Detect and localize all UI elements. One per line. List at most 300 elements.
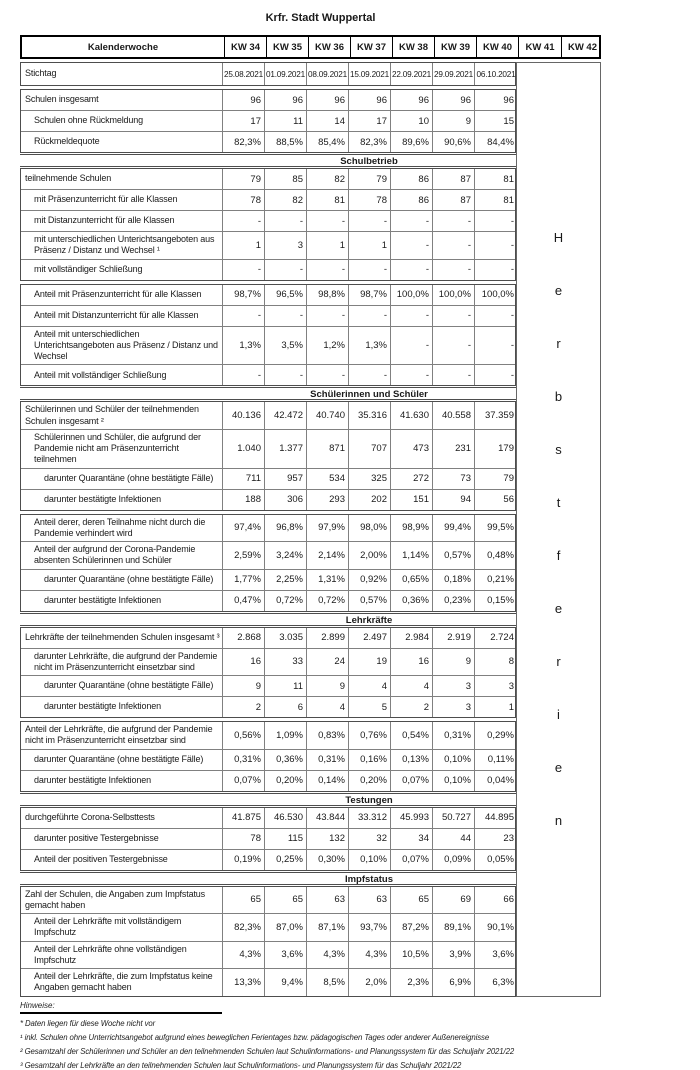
value-cell: 1.040 [223,430,265,468]
value-cell: 202 [349,490,391,510]
table-block-impfstatus [20,886,516,997]
value-cell: - [223,260,265,280]
value-cell: 2.919 [433,628,475,648]
table-row [21,489,515,510]
value-cell: 82,3% [349,132,391,152]
value-cell: 34 [391,829,433,849]
value-cell: 9 [307,676,349,696]
value-cell: 115 [265,829,307,849]
value-cell: 44.895 [484,812,514,823]
value-cell: 9,4% [265,969,307,996]
footnote-item: ³ Gesamtzahl der Lehrkräfte an den teilnehmenden Schulen laut Schulinformations- und Planungssystem für das Schuljahr 2021/22 [20,1060,462,1070]
value-cell: 13,3% [223,969,265,996]
row-label: Schülerinnen und Schüler der teilnehmenden Schulen insgesamt ² [21,402,223,429]
value-cell: 9 [223,676,265,696]
value-cell: 0,05% [487,854,514,865]
table-block-lehrkraefte-zahlen [20,627,516,719]
value-cell: - [391,306,433,326]
value-cell: 4 [307,697,349,717]
value-cell: 0,47% [223,591,265,611]
value-cell: 0,20% [349,771,391,791]
value-cell: 0,11% [487,754,514,765]
value-cell: 89,1% [433,914,475,941]
week-header-cell: KW 40 [476,37,518,57]
table-row [21,675,515,696]
value-cell: 44 [433,829,475,849]
table-row [21,259,515,280]
value-cell: 0,16% [349,750,391,770]
table-row [21,515,515,542]
value-cell: 6 [265,697,307,717]
table-block-schueler-anteile [20,514,516,612]
value-cell: 56 [503,494,514,505]
value-cell: - [223,211,265,231]
value-cell: 0,20% [265,771,307,791]
value-cell: 89,6% [391,132,433,152]
row-label: Schulen ohne Rückmeldung [21,111,223,131]
table-row [21,569,515,590]
value-cell: 16 [391,649,433,676]
value-cell: 0,07% [391,771,433,791]
value-cell: 08.09.2021 [307,63,349,85]
row-label: Anteil derer, deren Teilnahme nicht durch die Pandemie verhindert wird [21,515,223,542]
holiday-letter: e [554,283,563,299]
row-label: mit Präsenzunterricht für alle Klassen [21,190,223,210]
week-header-cell: KW 37 [350,37,392,57]
value-cell: 23 [503,833,514,844]
value-cell: 42.472 [265,402,307,429]
value-cell: 188 [223,490,265,510]
holiday-letter: e [554,601,563,617]
value-cell: 96,5% [265,285,307,305]
value-cell: 79 [503,473,514,484]
row-label: darunter Quarantäne (ohne bestätigte Fälle) [21,676,223,696]
value-cell: - [349,306,391,326]
value-cell: 4,3% [223,942,265,969]
value-cell: 1 [508,701,514,713]
value-cell: 01.09.2021 [265,63,307,85]
value-cell: 99,5% [487,522,514,534]
table-body [20,62,601,997]
value-cell: 0,65% [391,570,433,590]
row-label: Anteil der Lehrkräfte mit vollständigem Impfschutz [21,914,223,941]
value-cell: - [223,306,265,326]
value-cell: 8 [508,656,514,668]
value-cell: 0,10% [433,771,475,791]
value-cell: - [265,260,307,280]
value-cell: 98,0% [349,515,391,542]
row-label: darunter Quarantäne (ohne bestätigte Fälle) [21,570,223,590]
value-cell: - [433,306,475,326]
value-cell: 179 [498,443,514,455]
value-cell: 86 [391,190,433,210]
value-cell: 0,57% [349,591,391,611]
value-cell: 9 [433,111,475,131]
row-label: darunter bestätigte Infektionen [21,697,223,717]
value-cell: 3 [265,232,307,259]
table-block-lehrkraefte-anteile [20,721,516,792]
week-header-cell: KW 42 [561,37,603,57]
value-cell: 0,25% [265,850,307,870]
value-cell: 100,0% [391,285,433,305]
value-cell: 33 [265,649,307,676]
value-cell: 96 [349,90,391,110]
table-row [21,468,515,489]
value-cell: - [307,260,349,280]
value-cell: 16 [223,649,265,676]
value-cell: 0,09% [433,850,475,870]
value-cell: 32 [349,829,391,849]
value-cell: 1,3% [349,327,391,365]
value-cell: 325 [349,469,391,489]
table-block-stichtag [20,62,516,86]
value-cell: 2 [223,697,265,717]
value-cell: 98,7% [223,285,265,305]
value-cell: 78 [223,190,265,210]
value-cell: - [391,232,433,259]
week-header-cell: KW 38 [392,37,434,57]
value-cell: 81 [503,194,514,206]
value-cell: - [223,365,265,385]
row-label: darunter bestätigte Infektionen [21,771,223,791]
value-cell: - [510,264,514,275]
footnote-list [20,1019,680,1070]
value-cell: 84,4% [487,136,514,148]
row-label: Anteil der Lehrkräfte ohne vollständigen Impfschutz [21,942,223,969]
table-row [21,231,515,259]
value-cell: 90,6% [433,132,475,152]
value-cell: 0,72% [265,591,307,611]
row-label: Anteil der Lehrkräfte, die zum Impfstatus keine Angaben gemacht haben [21,969,223,996]
value-cell: 10,5% [391,942,433,969]
value-cell: - [265,365,307,385]
value-cell: 82,3% [223,132,265,152]
value-cell: 3.035 [265,628,307,648]
value-cell: 2,3% [391,969,433,996]
value-cell: 99,4% [433,515,475,542]
value-cell: 40.558 [433,402,475,429]
value-cell: 100,0% [433,285,475,305]
value-cell: 3,5% [265,327,307,365]
week-header-cell: KW 34 [224,37,266,57]
table-row [21,770,515,791]
row-label: teilnehmende Schulen [21,169,223,189]
table-row [21,169,515,189]
value-cell: 0,29% [487,729,514,741]
value-cell: 15 [503,115,514,127]
section-band: Testungen [20,793,516,806]
table-row [21,189,515,210]
value-cell: 0,18% [433,570,475,590]
value-cell: 2.724 [490,632,514,643]
row-label: Schulen insgesamt [21,90,223,110]
value-cell: 98,9% [391,515,433,542]
value-cell: 87,2% [391,914,433,941]
row-label: Rückmeldequote [21,132,223,152]
value-cell: 4,3% [307,942,349,969]
row-label: darunter Quarantäne (ohne bestätigte Fälle) [21,750,223,770]
row-label: darunter Quarantäne (ohne bestätigte Fälle) [21,469,223,489]
value-cell: 98,7% [349,285,391,305]
holiday-letter: b [554,389,563,405]
footnote-item: * Daten liegen für diese Woche nicht vor [20,1018,156,1028]
value-cell: 711 [223,469,265,489]
row-label: mit Distanzunterricht für alle Klassen [21,211,223,231]
value-cell: 0,04% [487,775,514,786]
holiday-letter: t [556,495,561,511]
value-cell: 0,92% [349,570,391,590]
value-cell: 97,9% [307,515,349,542]
value-cell: 3,24% [265,542,307,569]
value-cell: 46.530 [265,808,307,828]
table-row [21,285,515,305]
section-band: Lehrkräfte [20,613,516,626]
value-cell: 96 [391,90,433,110]
footnote-item: ² Gesamtzahl der Schülerinnen und Schüler an den teilnehmenden Schulen laut Schulinformations- und Planungssystem für das Schuljahr 2021/22 [20,1046,515,1056]
table-block-schulbetrieb-zahlen [20,168,516,281]
value-cell: 24 [307,649,349,676]
value-cell: 19 [349,649,391,676]
value-cell: 0,14% [307,771,349,791]
value-cell: 1,14% [391,542,433,569]
value-cell: 2,14% [307,542,349,569]
table-row [21,90,515,110]
value-cell: 0,21% [487,574,514,585]
value-cell: 73 [433,469,475,489]
value-cell: 63 [307,887,349,914]
week-header-cell: KW 41 [518,37,561,57]
value-cell: 86 [391,169,433,189]
value-cell: 79 [349,169,391,189]
row-label: Anteil mit Präsenzunterricht für alle Klassen [21,285,223,305]
table-row [21,63,515,85]
table-row [21,110,515,131]
value-cell: 0,57% [433,542,475,569]
value-cell: 0,31% [307,750,349,770]
value-cell: 85,4% [307,132,349,152]
value-cell: - [265,306,307,326]
value-cell: 4 [391,676,433,696]
value-cell: - [349,260,391,280]
row-label: Anteil der Lehrkräfte, die aufgrund der Pandemie nicht im Präsenzunterricht einsetzbar sind [21,722,223,749]
value-cell: 96,8% [265,515,307,542]
value-cell: 3 [508,680,514,692]
value-cell: 1,2% [307,327,349,365]
value-cell: 87 [433,169,475,189]
value-cell: 534 [307,469,349,489]
value-cell: 2,00% [349,542,391,569]
table-row [21,913,515,941]
value-cell: 69 [433,887,475,914]
row-label: Anteil mit vollständiger Schließung [21,365,223,385]
value-cell: 0,54% [391,722,433,749]
value-cell: 4 [349,676,391,696]
value-cell: - [349,365,391,385]
table-row [21,828,515,849]
table-row [21,429,515,468]
table-row [21,696,515,717]
value-cell: 65 [223,887,265,914]
section-band: Schulbetrieb [20,154,516,167]
value-cell: - [265,211,307,231]
value-cell: 98,8% [307,285,349,305]
holiday-letter: e [554,760,563,776]
table-row [21,628,515,648]
value-cell: 1.377 [265,430,307,468]
table-row [21,941,515,969]
value-cell: 81 [307,190,349,210]
value-cell: - [433,232,475,259]
value-cell: 5 [349,697,391,717]
table-row [21,849,515,870]
value-cell: - [510,310,514,321]
value-cell: - [349,211,391,231]
holiday-note-cell [516,62,601,997]
value-cell: 0,72% [307,591,349,611]
value-cell: - [510,369,514,381]
value-cell: 0,76% [349,722,391,749]
value-cell: 0,30% [307,850,349,870]
value-cell: 3 [433,697,475,717]
value-cell: 2 [391,697,433,717]
row-label: darunter Lehrkräfte, die aufgrund der Pandemie nicht im Präsenzunterricht einsetzbar sind [21,649,223,676]
row-label: darunter bestätigte Infektionen [21,591,223,611]
row-label: Lehrkräfte der teilnehmenden Schulen insgesamt ³ [21,628,223,648]
value-cell: 96 [223,90,265,110]
holiday-letter: H [553,230,564,246]
value-cell: 957 [265,469,307,489]
value-cell: 40.740 [307,402,349,429]
value-cell: - [510,215,514,227]
row-label: Anteil der positiven Testergebnisse [21,850,223,870]
value-cell: 871 [307,430,349,468]
table-row [21,541,515,569]
value-cell: 96 [433,90,475,110]
row-label: mit vollständiger Schließung [21,260,223,280]
value-cell: 82,3% [223,914,265,941]
value-cell: 90,1% [487,921,514,933]
value-cell: 231 [433,430,475,468]
value-cell: 3 [433,676,475,696]
value-cell: 66 [503,894,514,906]
value-cell: 306 [265,490,307,510]
table-row [21,326,515,365]
row-label: Anteil mit unterschiedlichen Unterichtsangeboten aus Präsenz / Distanz und Wechsel [21,327,223,365]
row-label: Stichtag [21,63,223,85]
table-row [21,808,515,828]
row-label: mit unterschiedlichen Unterichtsangeboten aus Präsenz / Distanz und Wechsel ¹ [21,232,223,259]
value-cell: 40.136 [223,402,265,429]
table-row [21,210,515,231]
value-cell: 1,77% [223,570,265,590]
footnotes [20,1001,680,1070]
value-cell: 41.630 [391,402,433,429]
value-cell: 0,36% [391,591,433,611]
table-row [21,131,515,152]
table-row [21,305,515,326]
table-header-row [20,35,601,59]
value-cell: 0,23% [433,591,475,611]
value-cell: 0,83% [307,722,349,749]
table-row [21,648,515,676]
value-cell: - [391,211,433,231]
row-label: Zahl der Schulen, die Angaben zum Impfstatus gemacht haben [21,887,223,914]
value-cell: 79 [223,169,265,189]
value-cell: 4,3% [349,942,391,969]
value-cell: 78 [349,190,391,210]
value-cell: 17 [223,111,265,131]
value-cell: 82 [307,169,349,189]
value-cell: 35.316 [349,402,391,429]
table-row [21,749,515,770]
row-label: darunter positive Testergebnisse [21,829,223,849]
value-cell: 14 [307,111,349,131]
value-cell: - [307,306,349,326]
value-cell: 65 [391,887,433,914]
value-cell: 25.08.2021 [223,63,265,85]
value-cell: 1,31% [307,570,349,590]
table-row [21,364,515,385]
value-cell: 0,07% [223,771,265,791]
statistics-table [20,35,601,997]
value-cell: 0,48% [487,549,514,561]
row-label: Anteil mit Distanzunterricht für alle Klassen [21,306,223,326]
value-cell: 1,09% [265,722,307,749]
value-cell: 87,1% [307,914,349,941]
value-cell: 2,59% [223,542,265,569]
value-cell: 0,56% [223,722,265,749]
week-header-cell: KW 36 [308,37,350,57]
value-cell: 29.09.2021 [433,63,475,85]
value-cell: - [307,211,349,231]
page-title: Krfr. Stadt Wuppertal [265,12,376,24]
value-cell: 3,6% [265,942,307,969]
value-cell: 37.359 [484,410,514,421]
value-cell: 11 [265,111,307,131]
value-cell: 43.844 [307,808,349,828]
value-cell: 0,13% [391,750,433,770]
value-cell: 33.312 [349,808,391,828]
row-label: Schülerinnen und Schüler, die aufgrund der Pandemie nicht am Präsenzunterricht teilnehmen [21,430,223,468]
value-cell: 96 [265,90,307,110]
value-cell: - [433,211,475,231]
value-cell: 3,6% [492,949,514,961]
value-cell: 2.899 [307,628,349,648]
value-cell: 6,3% [492,976,514,988]
value-cell: 11 [265,676,307,696]
section-band: Schülerinnen und Schüler [20,387,516,400]
value-cell: 65 [265,887,307,914]
value-cell: 96 [503,94,514,106]
week-header-cell: KW 39 [434,37,476,57]
row-label: Anteil der aufgrund der Corona-Pandemie absenten Schülerinnen und Schüler [21,542,223,569]
value-cell: 0,31% [223,750,265,770]
footnotes-heading: Hinweise: [20,1001,222,1014]
value-cell: 2.497 [349,628,391,648]
value-cell: 293 [307,490,349,510]
table-block-schulbetrieb-anteile [20,284,516,387]
value-cell: - [433,327,475,365]
holiday-letter: i [557,707,560,723]
table-block-ruecklauf [20,89,516,153]
value-cell: 0,15% [487,595,514,606]
value-cell: 132 [307,829,349,849]
holiday-letter: n [554,813,563,829]
value-cell: - [391,365,433,385]
value-cell: - [510,339,514,351]
value-cell: 100,0% [481,289,514,300]
value-cell: 2.984 [391,628,433,648]
